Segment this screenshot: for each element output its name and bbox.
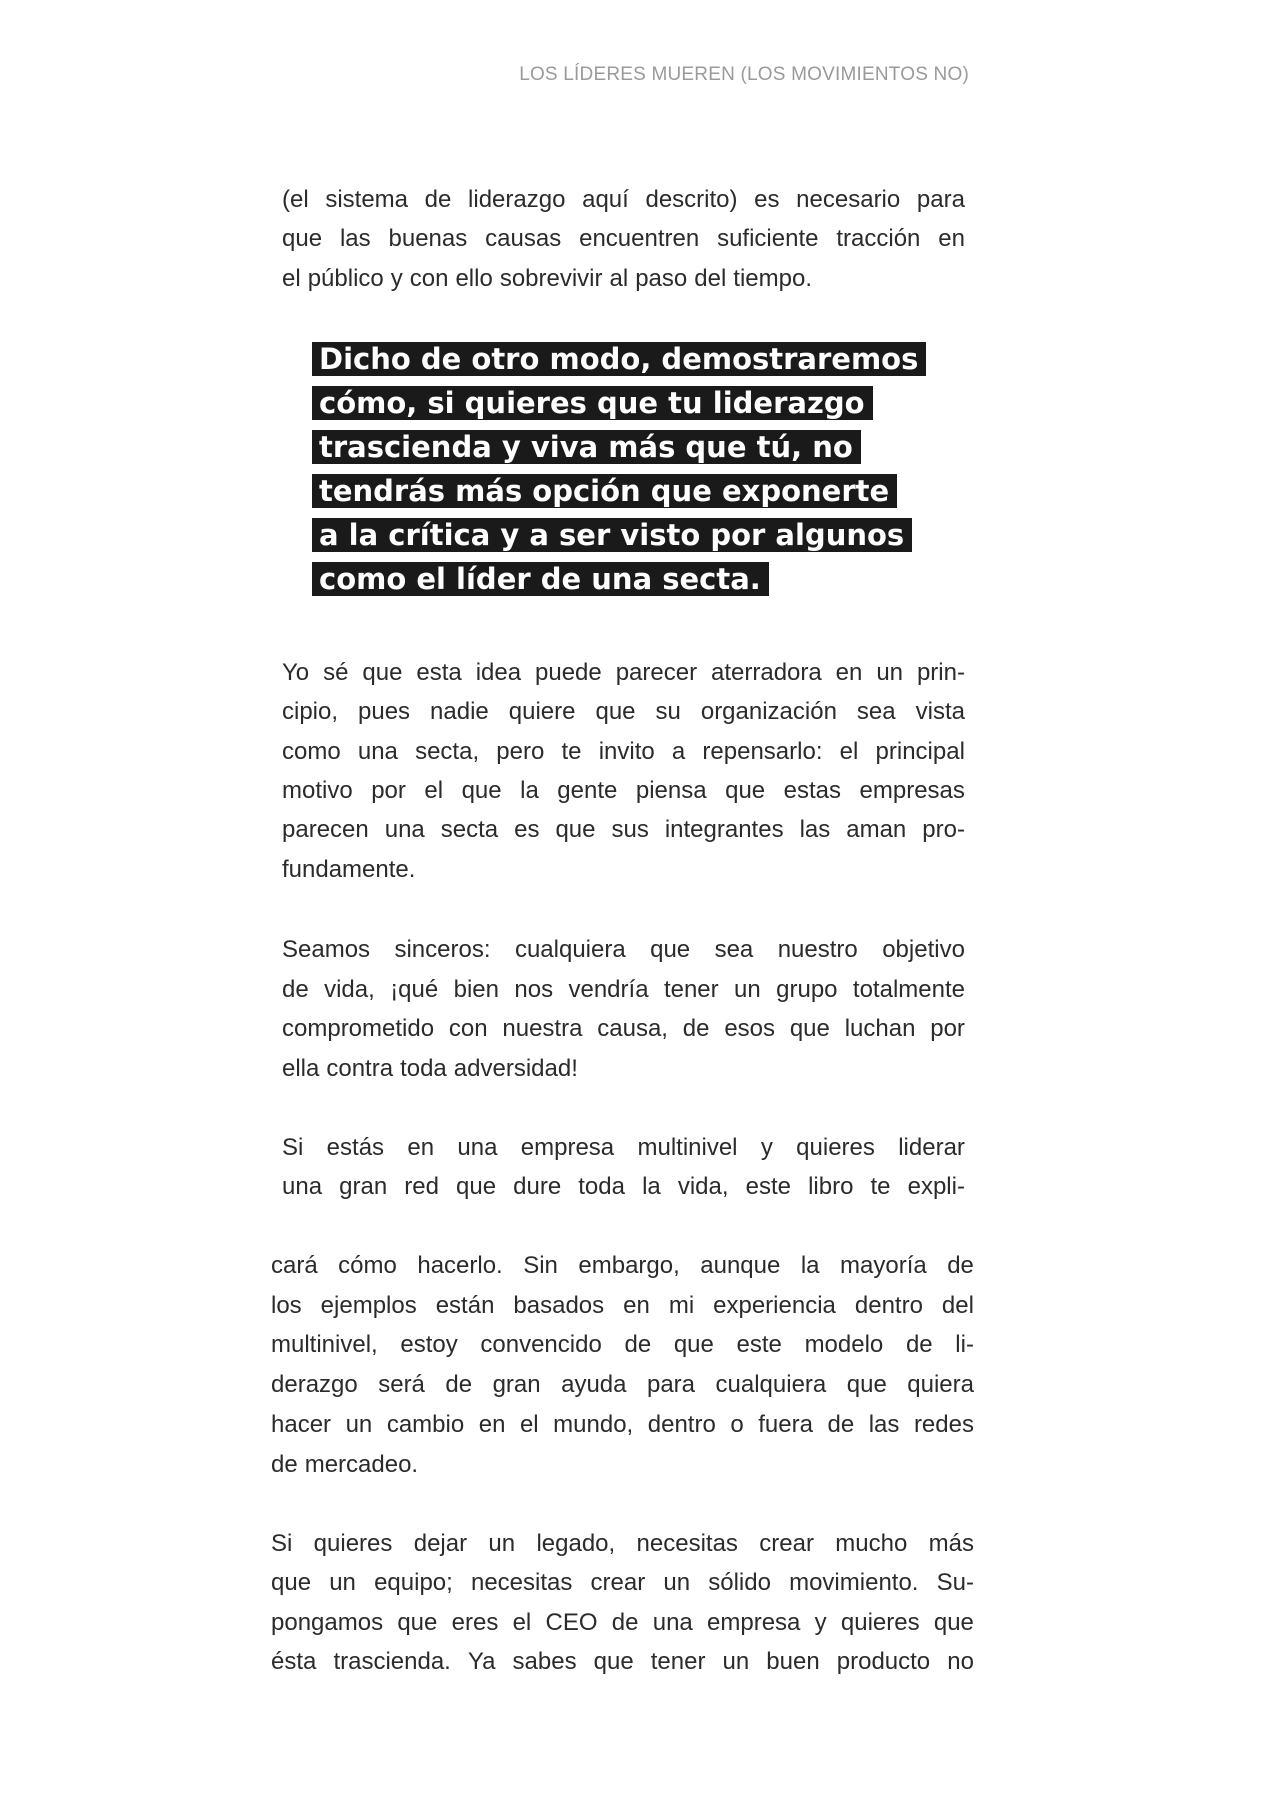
text-line: derazgo será de gran ayuda para cualquiera que quiera [271,1371,974,1398]
pull-quote-line: trascienda y viva más que tú, no [312,430,861,464]
text-line: hacer un cambio en el mundo, dentro o fuera de las redes [271,1411,974,1438]
text-line: motivo por el que la gente piensa que estas empresas [282,777,965,804]
text-line: de mercadeo. [271,1451,419,1478]
text-line: fundamente. [282,856,416,883]
text-line: cará cómo hacerlo. Sin embargo, aunque la mayoría de [271,1252,974,1279]
text-line: Si estás en una empresa multinivel y quieres liderar [282,1134,965,1161]
pull-quote-line: cómo, si quieres que tu liderazgo [312,386,873,420]
text-line: Si quieres dejar un legado, necesitas crear mucho más [271,1530,974,1557]
pull-quote-line: tendrás más opción que exponerte [312,474,897,508]
text-line: comprometido con nuestra causa, de esos que luchan por [282,1015,965,1042]
pull-quote-line: Dicho de otro modo, demostraremos [312,342,926,376]
text-line: parecen una secta es que sus integrantes las aman pro- [282,816,965,843]
text-line: ella contra toda adversidad! [282,1055,578,1082]
text-line: de vida, ¡qué bien nos vendría tener un grupo totalmente [282,976,965,1003]
text-line: ésta trascienda. Ya sabes que tener un buen producto no [271,1648,974,1675]
text-line: que las buenas causas encuentren suficiente tracción en [282,225,965,252]
pull-quote-line: como el líder de una secta. [312,562,769,596]
text-line: el público y con ello sobrevivir al paso del tiempo. [282,265,812,292]
running-head: LOS LÍDERES MUEREN (LOS MOVIMIENTOS NO) [519,64,969,85]
text-line: cipio, pues nadie quiere que su organización sea vista [282,698,965,725]
text-line: que un equipo; necesitas crear un sólido movimiento. Su- [271,1569,974,1596]
text-line: multinivel, estoy convencido de que este modelo de li- [271,1331,974,1358]
text-line: pongamos que eres el CEO de una empresa y quieres que [271,1609,974,1636]
text-line: Yo sé que esta idea puede parecer aterradora en un prin- [282,659,965,686]
text-line: Seamos sinceros: cualquiera que sea nuestro objetivo [282,936,965,963]
text-line: una gran red que dure toda la vida, este libro te expli- [282,1173,965,1200]
text-line: como una secta, pero te invito a repensarlo: el principal [282,738,965,765]
text-line: (el sistema de liderazgo aquí descrito) es necesario para [282,186,965,213]
text-line: los ejemplos están basados en mi experiencia dentro del [271,1292,974,1319]
pull-quote-line: a la crítica y a ser visto por algunos [312,518,912,552]
